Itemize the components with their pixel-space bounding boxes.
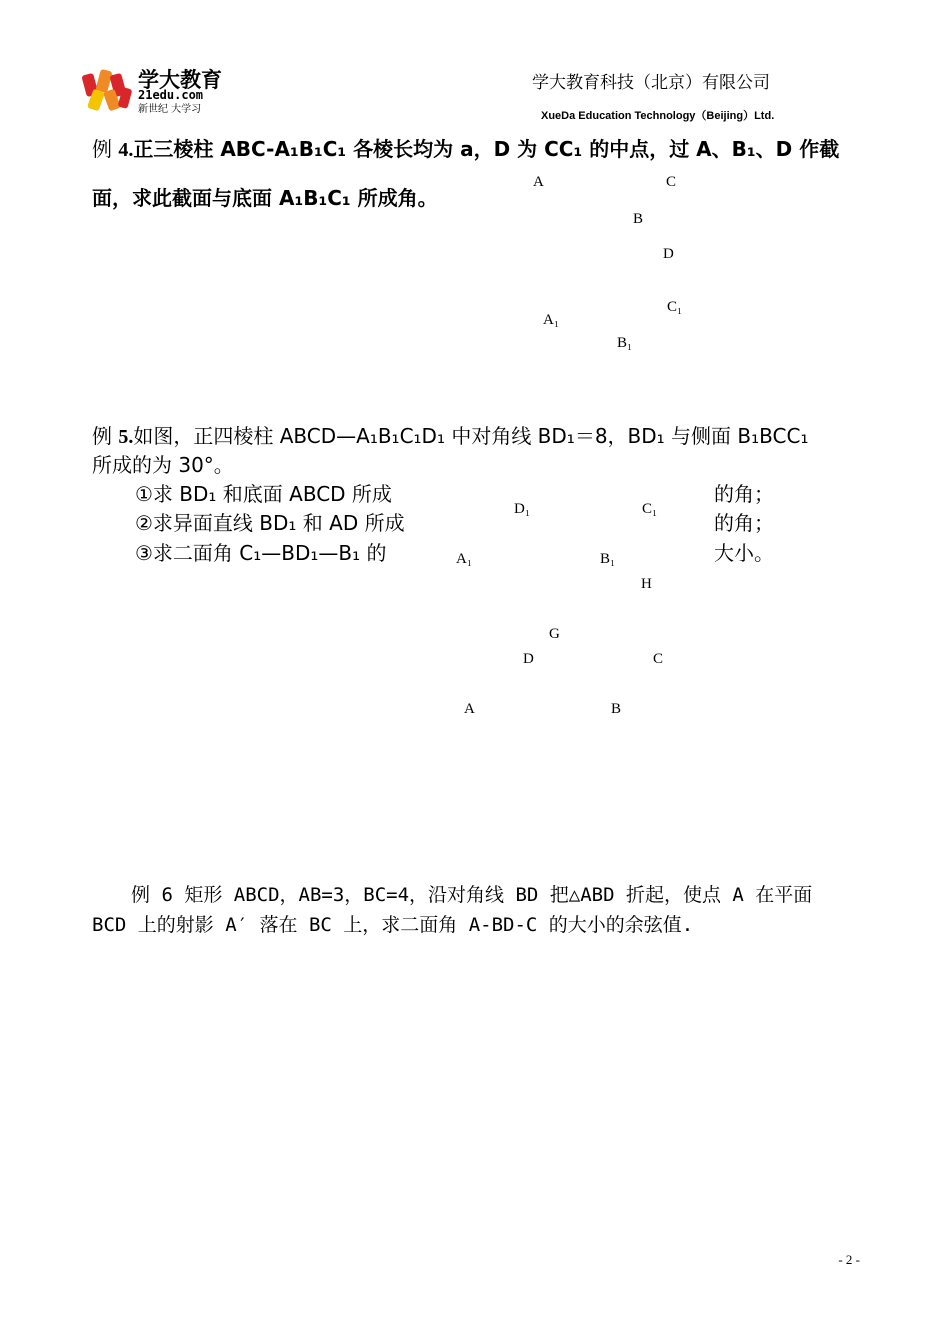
fig5-label-b1: B₁ xyxy=(600,551,616,567)
fig5-label-a: A xyxy=(464,701,475,717)
xueda-logo xyxy=(80,62,240,118)
fig5-label-b: B xyxy=(611,701,622,717)
example-5-question-2-right: 的角； xyxy=(714,511,774,535)
fig4-label-b1: B₁ xyxy=(617,335,633,351)
example-4-line-2: 面，求此截面与底面 A₁B₁C₁ 所成角。 xyxy=(92,186,438,210)
fig4-label-a: A xyxy=(533,174,544,190)
example-5-question-3-right: 大小。 xyxy=(714,541,774,565)
example-4-line-1: 例 4.正三棱柱 ABC-A₁B₁C₁ 各棱长均为 a，D 为 CC₁ 的中点，过 A、B₁、D 作截 xyxy=(92,137,840,161)
company-name-en: XueDa Education Technology（Beijing）Ltd. xyxy=(541,110,775,122)
fig4-label-c: C xyxy=(666,174,677,190)
fig4-label-a1: A₁ xyxy=(543,312,560,328)
logo-slogan-text: 新世纪 大学习 xyxy=(138,104,202,115)
fig5-label-g: G xyxy=(549,626,560,642)
fig5-label-c: C xyxy=(653,651,664,667)
logo-url-text: 21edu.com xyxy=(138,88,204,102)
example-5-line-1: 例 5.如图，正四棱柱 ABCD—A₁B₁C₁D₁ 中对角线 BD₁＝8，BD₁ 与侧面 B₁BCC₁ xyxy=(92,424,809,448)
fig5-label-d1: D₁ xyxy=(514,501,531,517)
fig5-label-h: H xyxy=(641,576,652,592)
example-6-line-1: 例 6 矩形 ABCD，AB=3，BC=4，沿对角线 BD 把△ABD 折起，使点 A 在平面 xyxy=(131,884,813,906)
fig4-label-d: D xyxy=(663,246,674,262)
fig4-label-c1: C₁ xyxy=(667,299,683,315)
company-name-cn: 学大教育科技（北京）有限公司 xyxy=(532,73,770,93)
fig5-label-c1: C₁ xyxy=(642,501,658,517)
example-5-question-1-right: 的角； xyxy=(714,482,774,506)
logo-brand-text: 学大教育 xyxy=(138,68,222,92)
example-5-question-1-left: ①求 BD₁ 和底面 ABCD 所成 xyxy=(135,482,392,506)
page-number: - 2 - xyxy=(838,1252,860,1267)
fig5-label-d: D xyxy=(523,651,534,667)
fig5-label-a1: A₁ xyxy=(456,551,473,567)
example-5-question-3-left: ③求二面角 C₁—BD₁—B₁ 的 xyxy=(135,541,387,565)
example-5-line-2: 所成的为 30°。 xyxy=(92,453,234,477)
fig4-label-b: B xyxy=(633,211,644,227)
example-6-line-2: BCD 上的射影 A′ 落在 BC 上，求二面角 A-BD-C 的大小的余弦值. xyxy=(92,914,694,936)
example-5-question-2-left: ②求异面直线 BD₁ 和 AD 所成 xyxy=(135,511,405,535)
